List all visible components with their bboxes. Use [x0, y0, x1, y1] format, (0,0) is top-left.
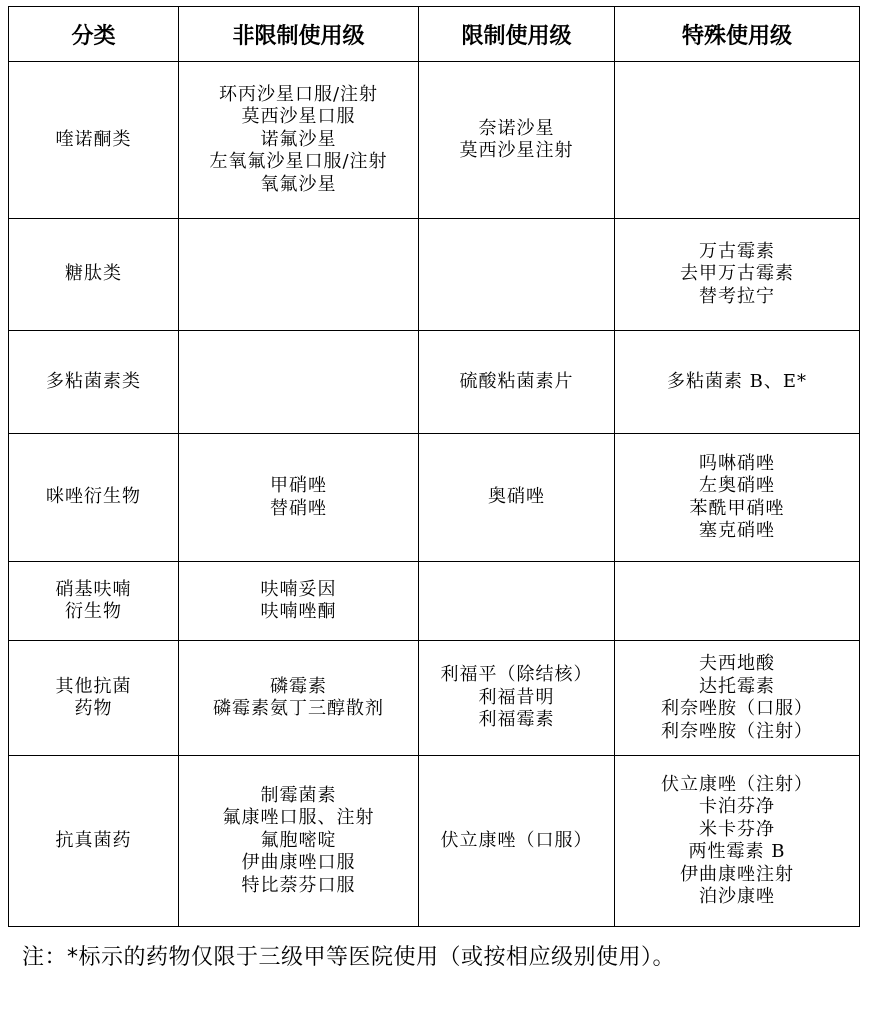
cell-line: 呋喃唑酮	[260, 601, 337, 622]
header-special: 特殊使用级	[615, 7, 860, 62]
unrestricted-cell	[179, 62, 419, 219]
cell-line: 氧氟沙星	[260, 173, 337, 195]
cell-line: 利福霉素	[478, 709, 555, 731]
cell-line: 利福平（除结核）	[440, 664, 593, 686]
cell-line: 利奈唑胺（注射）	[661, 720, 813, 742]
cell-line: 伏立康唑（口服）	[440, 829, 593, 851]
table-row	[9, 434, 860, 562]
cell-line: 利奈唑胺（口服）	[661, 698, 813, 719]
cell-line: 奥硝唑	[488, 486, 545, 508]
cell-line: 伏立康唑（注射）	[661, 773, 813, 795]
unrestricted-cell	[179, 434, 419, 562]
antibiotic-classification-table	[8, 6, 860, 927]
cell-line: 多粘菌素 B、E*	[666, 370, 808, 392]
category-cell	[9, 562, 179, 641]
table-row	[9, 331, 860, 434]
unrestricted-cell	[179, 756, 419, 927]
cell-line: 制霉菌素	[260, 784, 337, 806]
cell-line: 莫西沙星口服	[241, 106, 356, 128]
cell-line: 泊沙康唑	[699, 886, 775, 907]
header-unrestricted: 非限制使用级	[179, 7, 419, 62]
cell-line: 咪唑衍生物	[46, 486, 141, 508]
cell-line: 吗啉硝唑	[699, 452, 775, 474]
unrestricted-cell	[179, 562, 419, 641]
special-cell	[615, 331, 860, 434]
category-cell	[9, 641, 179, 756]
cell-line: 万古霉素	[699, 240, 775, 262]
restricted-cell	[419, 756, 615, 927]
cell-line: 磷霉素氨丁三醇散剂	[213, 698, 384, 719]
cell-line: 糖肽类	[65, 263, 122, 285]
table-row	[9, 562, 860, 641]
cell-line: 喹诺酮类	[55, 128, 132, 150]
cell-line: 伊曲康唑注射	[680, 863, 794, 885]
special-cell	[615, 641, 860, 756]
special-cell	[615, 219, 860, 331]
cell-line: 利福昔明	[478, 686, 555, 708]
table-row	[9, 62, 860, 219]
cell-line: 卡泊芬净	[699, 796, 775, 817]
header-category: 分类	[9, 7, 179, 62]
cell-line: 氟胞嘧啶	[260, 829, 337, 851]
category-cell	[9, 331, 179, 434]
category-cell	[9, 62, 179, 219]
category-cell	[9, 756, 179, 927]
cell-line: 诺氟沙星	[260, 128, 337, 150]
table-row	[9, 756, 860, 927]
restricted-cell	[419, 641, 615, 756]
cell-line: 甲硝唑	[270, 475, 327, 496]
category-cell	[9, 219, 179, 331]
cell-line: 塞克硝唑	[699, 520, 775, 541]
cell-line: 左氧氟沙星口服/注射	[209, 151, 388, 173]
special-cell	[615, 562, 860, 641]
cell-line: 药物	[74, 698, 113, 719]
restricted-cell	[419, 562, 615, 641]
cell-line: 两性霉素 B	[688, 841, 786, 862]
cell-line: 呋喃妥因	[260, 578, 337, 600]
cell-line: 奈诺沙星	[478, 117, 555, 139]
cell-line: 夫西地酸	[699, 653, 775, 674]
unrestricted-cell	[179, 219, 419, 331]
cell-line: 特比萘芬口服	[241, 874, 356, 896]
cell-line: 左奥硝唑	[699, 475, 775, 496]
cell-line: 环丙沙星口服/注射	[218, 83, 379, 105]
cell-line: 硝基呋喃	[55, 578, 132, 600]
cell-line: 硫酸粘菌素片	[459, 370, 574, 392]
unrestricted-cell	[179, 641, 419, 756]
header-restricted: 限制使用级	[419, 7, 615, 62]
cell-line: 米卡芬净	[699, 818, 775, 840]
cell-line: 替硝唑	[270, 497, 327, 519]
header-row	[9, 7, 860, 62]
restricted-cell	[419, 219, 615, 331]
cell-line: 氟康唑口服、注射	[222, 807, 375, 829]
cell-line: 达托霉素	[699, 675, 775, 697]
restricted-cell	[419, 331, 615, 434]
category-cell	[9, 434, 179, 562]
table-row	[9, 219, 860, 331]
cell-line: 多粘菌素类	[46, 370, 141, 392]
unrestricted-cell	[179, 331, 419, 434]
special-cell	[615, 756, 860, 927]
cell-line: 抗真菌药	[55, 829, 132, 851]
special-cell	[615, 62, 860, 219]
cell-line: 苯酰甲硝唑	[689, 497, 785, 519]
cell-line: 伊曲康唑口服	[241, 852, 356, 874]
table-row	[9, 641, 860, 756]
cell-line: 衍生物	[65, 601, 122, 622]
restricted-cell	[419, 62, 615, 219]
cell-line: 其他抗菌	[55, 675, 132, 697]
cell-line: 磷霉素	[270, 675, 327, 697]
footnote: 注：*标示的药物仅限于三级甲等医院使用（或按相应级别使用）。	[22, 945, 676, 970]
restricted-cell	[419, 434, 615, 562]
cell-line: 莫西沙星注射	[459, 140, 574, 161]
cell-line: 替考拉宁	[699, 285, 775, 307]
special-cell	[615, 434, 860, 562]
cell-line: 去甲万古霉素	[680, 263, 794, 285]
